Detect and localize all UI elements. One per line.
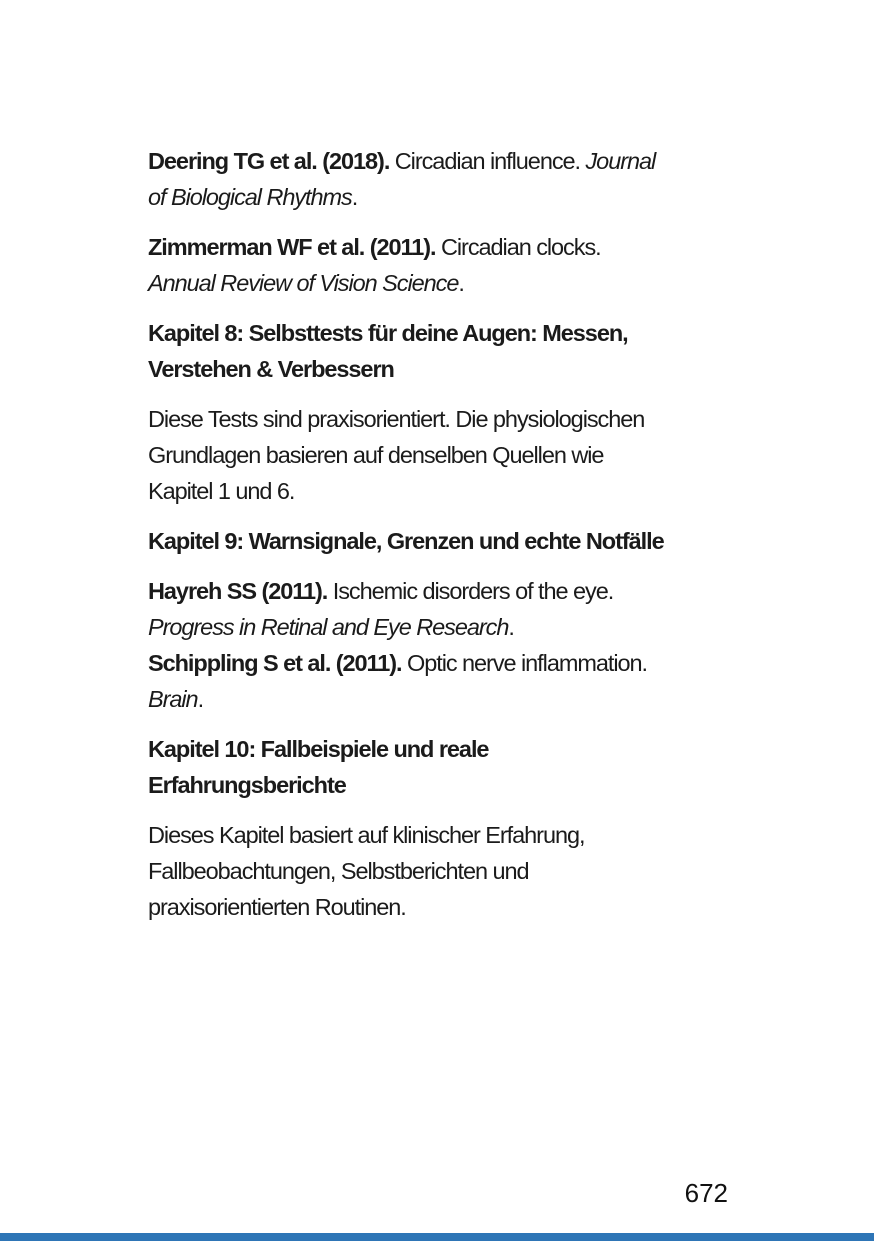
- text-segment: Kapitel 8: Selbsttests für deine Augen: Messen,: [148, 320, 628, 346]
- text-segment: Annual Review of Vision Science: [148, 270, 459, 296]
- section-heading: [148, 523, 808, 559]
- text-segment: Circadian influence.: [389, 148, 586, 174]
- text-segment: Circadian clocks.: [435, 234, 601, 260]
- text-segment: Verstehen & Verbessern: [148, 356, 394, 382]
- text-segment: Grundlagen basieren auf denselben Quellen wie: [148, 442, 604, 468]
- reference-entry: [148, 143, 808, 215]
- text-segment: Zimmerman WF et al. (2011).: [148, 234, 436, 260]
- text-segment: .: [197, 686, 204, 712]
- text-segment: .: [508, 614, 514, 640]
- text-segment: Hayreh SS (2011).: [148, 578, 328, 604]
- text-segment: Progress in Retinal and Eye Research: [148, 614, 509, 640]
- text-segment: Erfahrungsberichte: [148, 772, 346, 798]
- text-segment: of Biological Rhythms: [148, 184, 352, 210]
- footer-accent-bar: [0, 1233, 874, 1241]
- text-segment: Brain: [148, 686, 198, 712]
- body-paragraph: [148, 817, 808, 925]
- section-heading: [148, 731, 808, 803]
- reference-entry: [148, 229, 808, 301]
- text-segment: Diese Tests sind praxisorientiert. Die physiologischen: [148, 406, 645, 432]
- text-segment: praxisorientierten Routinen.: [148, 894, 406, 920]
- text-segment: Deering TG et al. (2018).: [148, 148, 390, 174]
- text-segment: Kapitel 9: Warnsignale, Grenzen und echte Notfälle: [148, 528, 664, 554]
- text-segment: Kapitel 10: Fallbeispiele und reale: [148, 736, 489, 762]
- text-segment: Fallbeobachtungen, Selbstberichten und: [148, 858, 529, 884]
- text-segment: Ischemic disorders of the eye.: [327, 578, 614, 604]
- body-paragraph: [148, 401, 808, 509]
- text-segment: Schippling S et al. (2011).: [148, 650, 402, 676]
- text-segment: .: [351, 184, 358, 210]
- reference-entry: [148, 573, 808, 717]
- page-number: 672: [684, 1178, 728, 1208]
- text-segment: Optic nerve inflammation.: [401, 650, 648, 676]
- references-text-flow: [148, 143, 808, 925]
- text-segment: Journal: [585, 148, 656, 174]
- text-segment: .: [458, 270, 464, 296]
- text-segment: Dieses Kapitel basiert auf klinischer Erfahrung,: [148, 822, 585, 848]
- section-heading: [148, 315, 808, 387]
- text-segment: Kapitel 1 und 6.: [148, 478, 295, 504]
